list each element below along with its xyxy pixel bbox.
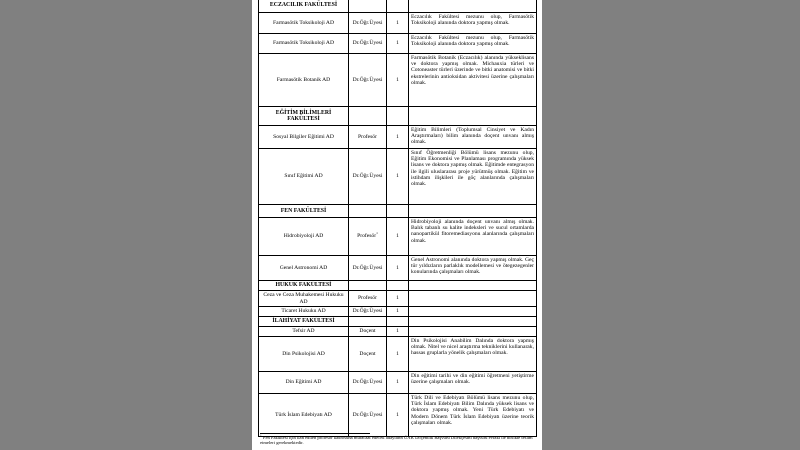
table-row <box>259 372 537 394</box>
title-cell <box>349 13 387 34</box>
department-cell: Hidrobiyoloji AD <box>259 218 349 256</box>
title-text: Dr.Öğr.Üyesi <box>352 308 383 315</box>
title-cell <box>349 256 387 281</box>
count-cell: 1 <box>387 307 409 317</box>
count-cell: 1 <box>387 218 409 256</box>
count-cell: 1 <box>387 256 409 281</box>
faculty-name: ECZACILIK FAKÜLTESİ <box>259 0 349 13</box>
department-cell: Türk İslam Edebiyatı AD <box>259 394 349 437</box>
positions-table <box>258 0 537 437</box>
title-cell <box>349 218 387 256</box>
department-cell: Din Eğitimi AD <box>259 372 349 394</box>
department-cell: Ticaret Hukuku AD <box>259 307 349 317</box>
table-row <box>259 394 537 437</box>
empty-cell <box>349 107 387 126</box>
table-row <box>259 34 537 54</box>
empty-cell <box>349 0 387 13</box>
description-cell: Farmasötik Botanik (Eczacılık) alanında yükseklisans ve doktora yapmış olmak. Michauxia türleri ve Cotoneaster türleri üzerinde ve bitki anatomisi ve bitki ekstrelerinin antioksidan aktivitesi üzerine çalışmaları olmak. <box>409 54 537 107</box>
empty-cell <box>387 205 409 218</box>
title-cell <box>349 291 387 307</box>
title-text: Dr.Öğr.Üyesi <box>352 40 383 47</box>
faculty-header-row <box>259 107 537 126</box>
faculty-name: İLAHİYAT FAKÜLTESİ <box>259 317 349 327</box>
title-text: Profesör <box>358 133 377 140</box>
description-cell: Genel Astronomi alanında doktora yapmış olmak. Geç tür yıldızların parlaklık modellemesi ve ötegezegenler konularında çalışmaları olmak. <box>409 256 537 281</box>
faculty-header-row <box>259 281 537 291</box>
description-cell: Hidrobiyoloji alanında doçent unvanı almış olmak. Balık tabanlı su kalite indeksleri ve sucul ortamlarda nanopartikül fitoremediasyonu alanlarında çalışmaları olmak. <box>409 218 537 256</box>
table-row <box>259 126 537 149</box>
title-text: Dr.Öğr.Üyesi <box>352 19 383 26</box>
empty-cell <box>409 281 537 291</box>
description-cell: Sınıf Öğretmenliği Bölümü lisans mezunu olup, Eğitim Ekonomisi ve Planlaması programında yüksek lisans ve doktora yapmış olmak. Eğitimde entegrasyon ile ilgili uluslararası proje yürütmüş olmak. Eğitim ve istihdam ilişkileri ile göç alanlarında çalışmaları olmak. <box>409 149 537 205</box>
department-cell: Farmasötik Toksikoloji AD <box>259 34 349 54</box>
empty-cell <box>409 107 537 126</box>
faculty-name: FEN FAKÜLTESİ <box>259 205 349 218</box>
empty-cell <box>387 107 409 126</box>
title-text: Dr.Öğr.Üyesi <box>352 173 383 180</box>
department-cell: Farmasötik Toksikoloji AD <box>259 13 349 34</box>
table-row <box>259 149 537 205</box>
count-cell: 1 <box>387 291 409 307</box>
title-cell <box>349 372 387 394</box>
title-text: Dr.Öğr.Üyesi <box>352 76 383 83</box>
table-row <box>259 54 537 107</box>
title-text: Dr.Öğr.Üyesi <box>352 264 383 271</box>
empty-cell <box>387 281 409 291</box>
empty-cell <box>387 0 409 13</box>
faculty-header-row <box>259 317 537 327</box>
description-cell <box>409 307 537 317</box>
count-cell: 1 <box>387 149 409 205</box>
title-text: Profesör <box>357 233 377 240</box>
description-cell: Din eğitimi tarihi ve din eğitimi öğretmeni yetiştirme üzerine çalışmaları olmak. <box>409 372 537 394</box>
department-cell: Genel Astronomi AD <box>259 256 349 281</box>
description-cell <box>409 291 537 307</box>
description-cell: Eczacılık Fakültesi mezunu olup, Farmasötik Toksikoloji alanında doktora yapmış olmak. <box>409 34 537 54</box>
department-cell: Farmasötik Botanik AD <box>259 54 349 107</box>
table-row <box>259 327 537 337</box>
document-page <box>252 0 542 450</box>
faculty-name: EĞİTİM BİLİMLERİ FAKÜLTESİ <box>259 107 349 126</box>
footnote-ref: 1 <box>376 231 378 236</box>
empty-cell <box>409 205 537 218</box>
department-cell: Sınıf Eğitimi AD <box>259 149 349 205</box>
table-row <box>259 307 537 317</box>
empty-cell <box>409 317 537 327</box>
faculty-name: HUKUK FAKÜLTESİ <box>259 281 349 291</box>
title-cell <box>349 394 387 437</box>
description-cell: Türk Dili ve Edebiyatı Bölümü lisans mezunu olup, Türk İslam Edebiyatı Bilim Dalında yüksek lisans ve doktora yapmış olmak. Yeni Türk Edebiyatı ve Modern Dönem Türk İslam Edebiyatı üzerine teorik çalışmaları olmak. <box>409 394 537 437</box>
empty-cell <box>387 317 409 327</box>
table-row <box>259 218 537 256</box>
empty-cell <box>349 317 387 327</box>
description-cell: Eğitim Bilimleri (Toplumsal Cinsiyet ve Kadın Araştırmaları) bilim alanında doçent unvanı almış olmak. <box>409 126 537 149</box>
description-cell: Din Psikolojisi Anabilim Dalında doktora yapmış olmak. Nitel ve nicel araştırma tekniklerini kullanarak, hassas gruplarla yönelik çalışmaları olmak. <box>409 337 537 372</box>
count-cell: 1 <box>387 327 409 337</box>
title-cell <box>349 34 387 54</box>
title-text: Dr.Öğr.Üyesi <box>352 379 383 386</box>
title-text: Profesör <box>358 295 377 302</box>
count-cell: 1 <box>387 54 409 107</box>
empty-cell <box>349 205 387 218</box>
department-cell: Tefsir AD <box>259 327 349 337</box>
table-row <box>259 256 537 281</box>
footnote <box>260 435 534 445</box>
title-cell <box>349 126 387 149</box>
footnote-marker: 1 <box>260 433 262 438</box>
empty-cell <box>349 281 387 291</box>
table-row <box>259 13 537 34</box>
title-text: Dr.Öğr.Üyesi <box>352 411 383 418</box>
count-cell: 1 <box>387 394 409 437</box>
title-cell <box>349 307 387 317</box>
count-cell: 1 <box>387 126 409 149</box>
title-text: Doçent <box>359 328 376 335</box>
count-cell: 1 <box>387 34 409 54</box>
description-cell: Eczacılık Fakültesi mezunu olup, Farmasötik Toksikoloji alanında doktora yapmış olmak. <box>409 13 537 34</box>
table-row <box>259 291 537 307</box>
faculty-header-row <box>259 205 537 218</box>
title-cell <box>349 149 387 205</box>
description-cell <box>409 327 537 337</box>
footnote-separator <box>260 433 370 434</box>
title-cell <box>349 327 387 337</box>
count-cell: 1 <box>387 337 409 372</box>
footnote-text: Fen Fakültesi için ilan edilen profesör kadrosuna müracaat edecek adayların ÜAK Doçentlik Başvuru Dilekçesini başvuru evrakı ile birlikte teslim etmeleri gerekmektedir. <box>260 435 533 446</box>
positions-table-body <box>259 0 537 437</box>
title-cell <box>349 337 387 372</box>
department-cell: Din Psikolojisi AD <box>259 337 349 372</box>
table-row <box>259 337 537 372</box>
count-cell: 1 <box>387 372 409 394</box>
title-text: Doçent <box>359 350 376 357</box>
title-cell <box>349 54 387 107</box>
empty-cell <box>409 0 537 13</box>
count-cell: 1 <box>387 13 409 34</box>
department-cell: Ceza ve Ceza Muhakemesi Hukuku AD <box>259 291 349 307</box>
faculty-header-row <box>259 0 537 13</box>
department-cell: Sosyal Bilgiler Eğitimi AD <box>259 126 349 149</box>
